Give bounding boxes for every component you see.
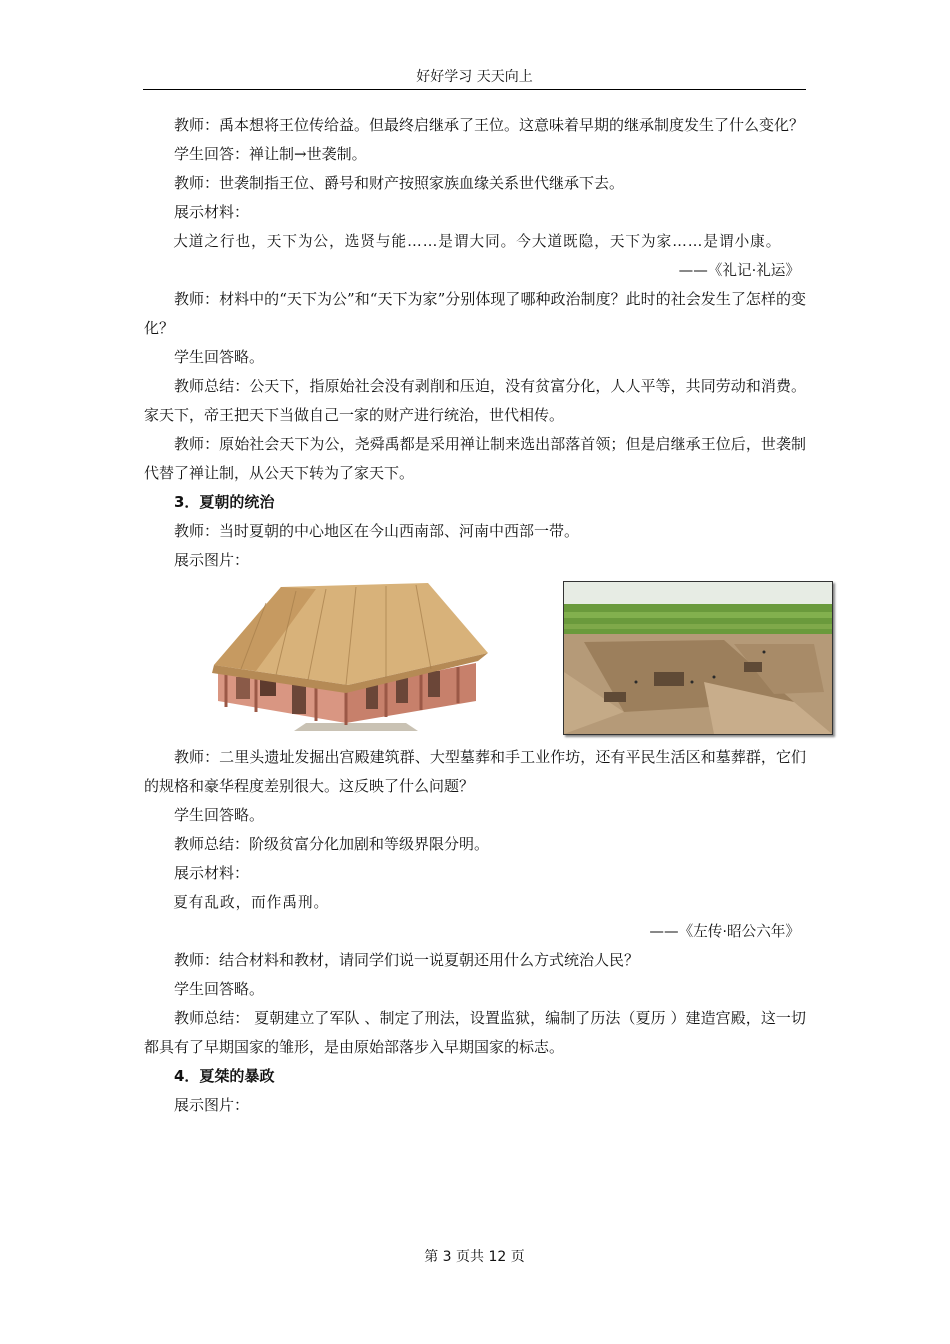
paragraph: 展示材料： — [174, 203, 250, 221]
image-row — [144, 581, 806, 743]
page-footer: 第 3 页共 12 页 — [424, 1249, 525, 1265]
section-heading: 3．夏朝的统治 — [174, 493, 275, 511]
page-header: 好好学习 天天向上 — [416, 69, 533, 85]
paragraph: 展示图片： — [174, 1096, 250, 1114]
paragraph: 教师总结：阶级贫富分化加剧和等级界限分明。 — [174, 835, 490, 853]
erlitou-site-photo — [563, 581, 833, 735]
paragraph: 教师：禹本想将王位传给益。但最终启继承了王位。这意味着早期的继承制度发生了什么变化？ — [174, 116, 805, 134]
header-rule — [143, 89, 806, 90]
paragraph: 学生回答略。 — [174, 980, 265, 998]
paragraph: 展示材料： — [174, 864, 250, 882]
paragraph: 教师：二里头遗址发掘出宫殿建筑群、大型墓葬和手工业作坊，还有平民生活区和墓葬群，它们的规格和豪华程度差别很大。这反映了什么问题？ — [144, 748, 806, 795]
quote-text: 大道之行也，天下为公，选贤与能……是谓大同。今大道既隐，天下为家……是谓小康。 — [173, 233, 782, 250]
quote-source: ——《礼记·礼运》 — [678, 262, 800, 279]
paragraph: 教师：结合材料和教材，请同学们说一说夏朝还用什么方式统治人民？ — [174, 951, 640, 969]
quote-source: ——《左传·昭公六年》 — [649, 923, 800, 940]
paragraph: 教师：当时夏朝的中心地区在今山西南部、河南中西部一带。 — [174, 522, 580, 540]
paragraph: 教师：材料中的“天下为公”和“天下为家”分别体现了哪种政治制度？此时的社会发生了怎样的变化？ — [144, 290, 806, 337]
paragraph: 展示图片： — [174, 551, 250, 569]
paragraph: 学生回答：禅让制→世袭制。 — [174, 145, 367, 163]
quote-text: 夏有乱政，而作禹刑。 — [173, 894, 330, 911]
thatched-house-image — [196, 581, 496, 731]
paragraph: 学生回答略。 — [174, 806, 265, 824]
document-body — [144, 111, 806, 1120]
paragraph: 教师：原始社会天下为公，尧舜禹都是采用禅让制来选出部落首领；但是启继承王位后，世袭制代替了禅让制，从公天下转为了家天下。 — [144, 435, 806, 482]
paragraph: 教师总结： 夏朝建立了军队 、制定了刑法，设置监狱，编制了历法（夏历 ）建造宫殿，这一切都具有了早期国家的雏形，是由原始部落步入早期国家的标志。 — [144, 1009, 806, 1056]
section-heading: 4．夏桀的暴政 — [174, 1067, 275, 1085]
paragraph: 教师：世袭制指王位、爵号和财产按照家族血缘关系世代继承下去。 — [174, 174, 625, 192]
paragraph: 教师总结：公天下，指原始社会没有剥削和压迫，没有贫富分化，人人平等，共同劳动和消费。家天下，帝王把天下当做自己一家的财产进行统治，世代相传。 — [144, 377, 806, 424]
paragraph: 学生回答略。 — [174, 348, 265, 366]
